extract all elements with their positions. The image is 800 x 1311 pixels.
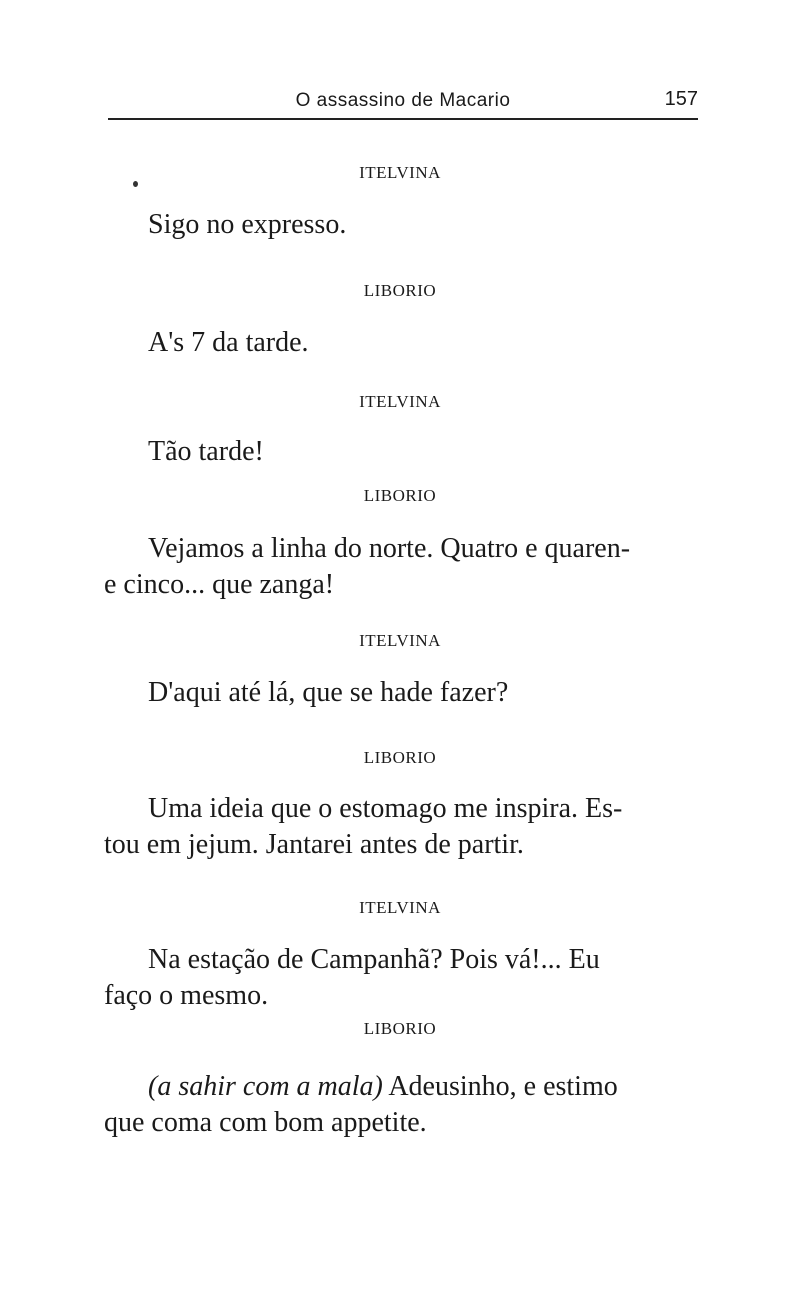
speech-line: Vejamos a linha do norte. Quatro e quaren- [148,533,631,564]
speech-text [104,791,704,863]
page-number: 157 [664,88,698,110]
speech-text [104,942,704,1014]
speech-line: Uma ideia que o estomago me inspira. Es- [148,793,623,824]
speech-line: Na estação de Campanhã? Pois vá!... Eu [148,944,600,975]
speech-line: faço o mesmo. [104,980,269,1011]
stage-direction: (a sahir com a mala) [148,1071,383,1102]
speech-line [104,1069,704,1105]
running-header [108,84,698,120]
speech-line: Sigo no expresso. [148,209,347,240]
speech-text [104,675,704,711]
speech-text [104,207,704,243]
speech-text [104,434,704,470]
speech-line: D'aqui até lá, que se hade fazer? [148,677,509,708]
speech-text [104,1069,704,1141]
speech-line: que coma com bom appetite. [104,1107,427,1138]
speech-line: A's 7 da tarde. [148,327,309,358]
running-title: O assassino de Macario [295,90,511,111]
speech-line: Tão tarde! [148,436,264,467]
speech-line-rest: Adeusinho, e estimo [382,1071,618,1102]
speaker-name: ITELVINA [359,631,441,650]
speech-text [104,325,704,361]
speaker-name: ITELVINA [359,392,441,411]
speaker-name: LIBORIO [363,281,437,300]
speech-line: tou em jejum. Jantarei antes de partir. [104,829,524,860]
speaker-name: LIBORIO [363,486,437,505]
speaker-name: LIBORIO [363,1019,437,1038]
speech-text [104,531,704,603]
speaker-name: ITELVINA [359,163,441,182]
speaker-name: ITELVINA [359,898,441,917]
speaker-name: LIBORIO [363,748,437,767]
speech-line: e cinco... que zanga! [104,569,335,600]
